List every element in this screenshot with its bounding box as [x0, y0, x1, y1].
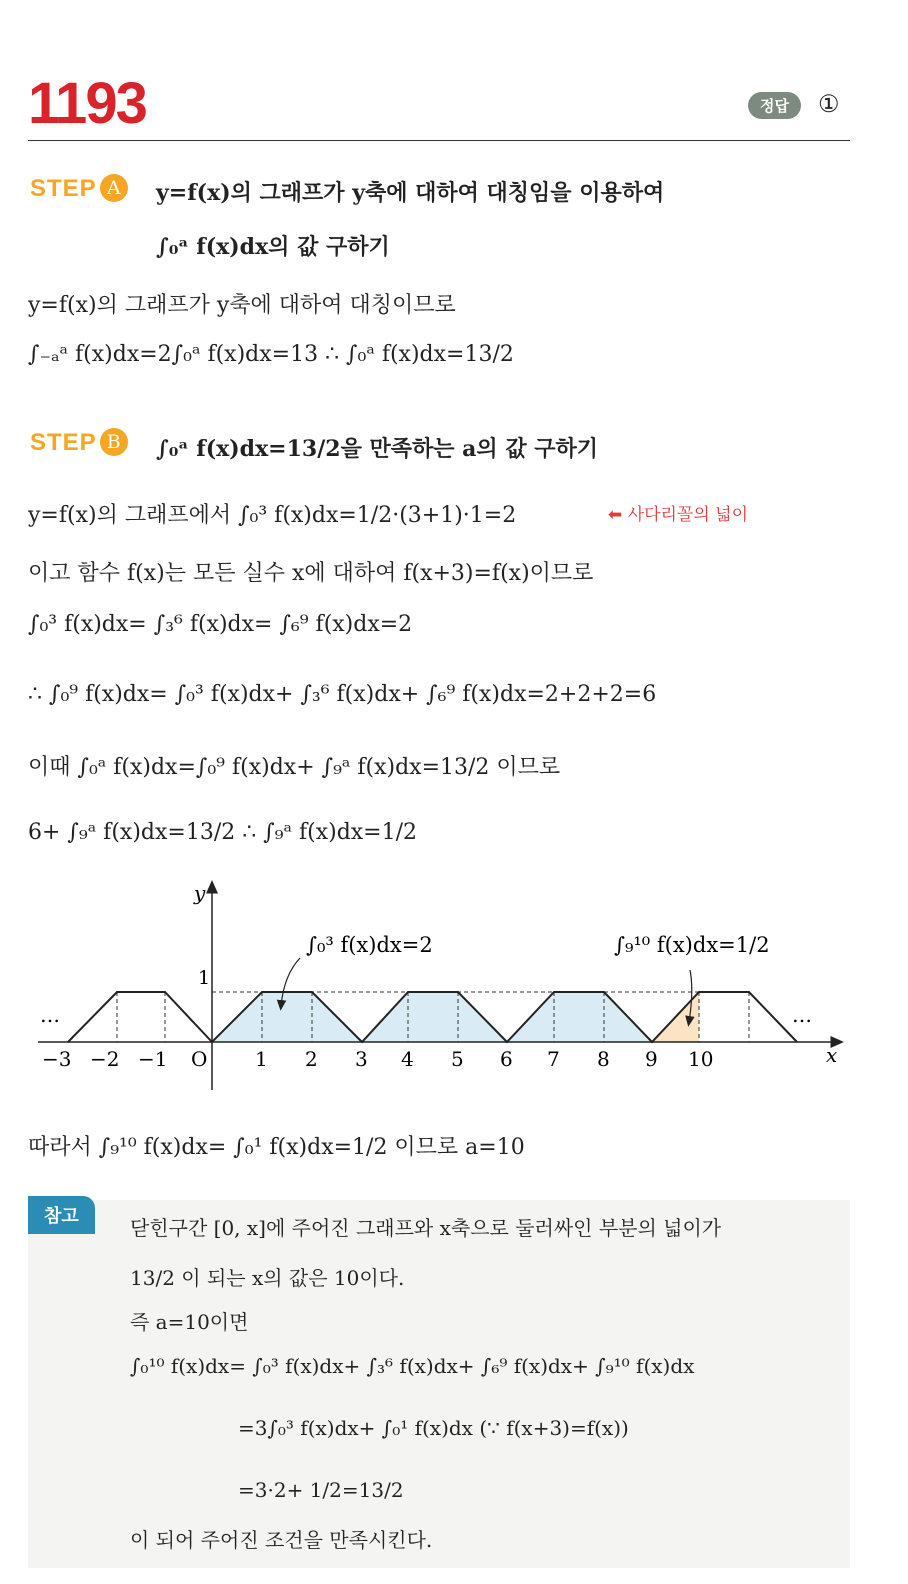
x-axis-label: x: [826, 1043, 838, 1067]
step-b-label: [30, 428, 128, 457]
step-a-body-1: y=f(x)의 그래프가 y축에 대하여 대칭이므로: [28, 293, 456, 318]
tick-label: −3: [42, 1047, 72, 1071]
step-a-body-2: ∫₋ₐᵃ f(x)dx=2∫₀ᵃ f(x)dx=13 ∴ ∫₀ᵃ f(x)dx=13/2: [28, 342, 514, 367]
reference-line-5: =3∫₀³ f(x)dx+ ∫₀¹ f(x)dx (∵ f(x+3)=f(x)): [238, 1416, 629, 1440]
header-divider: [28, 140, 850, 141]
reference-line-7: 이 되어 주어진 조건을 만족시킨다.: [130, 1528, 433, 1552]
tick-label: 9: [645, 1047, 658, 1071]
tick-label: 10: [688, 1047, 714, 1071]
tick-label: 1: [255, 1047, 268, 1071]
step-b-line-1: y=f(x)의 그래프에서 ∫₀³ f(x)dx=1/2·(3+1)·1=2: [28, 503, 517, 528]
step-b-line-3: ∫₀³ f(x)dx= ∫₃⁶ f(x)dx= ∫₆⁹ f(x)dx=2: [28, 612, 413, 637]
step-b-word: STEP: [30, 429, 97, 456]
ellipsis-left: …: [40, 1003, 60, 1027]
step-b-line-4: ∴ ∫₀⁹ f(x)dx= ∫₀³ f(x)dx+ ∫₃⁶ f(x)dx+ ∫₆⁹ f(x)dx=2+2+2=6: [28, 682, 657, 707]
origin-label: O: [191, 1047, 208, 1071]
step-a-word: STEP: [30, 175, 97, 202]
tick-label: −1: [138, 1047, 168, 1071]
trapezoid-note: ⬅ 사다리꼴의 넓이: [608, 505, 749, 525]
answer-badge: 정답: [748, 92, 801, 119]
y-axis-label: y: [194, 881, 206, 905]
step-a-label: [30, 174, 128, 203]
reference-tag: 참고: [28, 1196, 95, 1234]
reference-line-1: 닫힌구간 [0, x]에 주어진 그래프와 x축으로 둘러싸인 부분의 넓이가: [130, 1216, 722, 1240]
function-graph: [0, 870, 908, 1100]
reference-box: [28, 1200, 850, 1568]
tick-label: 7: [547, 1047, 560, 1071]
step-b-line-2: 이고 함수 f(x)는 모든 실수 x에 대하여 f(x+3)=f(x)이므로: [28, 561, 594, 586]
one-label: 1: [198, 967, 211, 989]
step-b-line-6: 6+ ∫₉ᵃ f(x)dx=13/2 ∴ ∫₉ᵃ f(x)dx=1/2: [28, 820, 418, 845]
reference-line-2: 13/2 이 되는 x의 값은 10이다.: [130, 1266, 405, 1290]
reference-line-3: 즉 a=10이면: [130, 1310, 249, 1334]
answer-value: ①: [818, 90, 840, 118]
reference-line-4: ∫₀¹⁰ f(x)dx= ∫₀³ f(x)dx+ ∫₃⁶ f(x)dx+ ∫₆⁹ f(x)dx+ ∫₉¹⁰ f(x)dx: [130, 1354, 695, 1378]
step-a-title-2: ∫₀ᵃ f(x)dx의 값 구하기: [156, 234, 390, 260]
tick-label: 6: [500, 1047, 513, 1071]
step-b-line-5: 이때 ∫₀ᵃ f(x)dx=∫₀⁹ f(x)dx+ ∫₉ᵃ f(x)dx=13/2 이므로: [28, 755, 561, 780]
conclusion-line: 따라서 ∫₉¹⁰ f(x)dx= ∫₀¹ f(x)dx=1/2 이므로 a=10: [28, 1135, 525, 1160]
tick-label: 4: [401, 1047, 414, 1071]
tick-label: 2: [305, 1047, 318, 1071]
tick-label: 8: [597, 1047, 610, 1071]
tick-label: −2: [90, 1047, 120, 1071]
step-b-circle: B: [100, 428, 128, 456]
blue-region-6-9: [507, 992, 652, 1042]
x-tick-labels: [42, 1047, 713, 1071]
ellipsis-right: …: [792, 1003, 812, 1027]
step-a-circle: A: [100, 174, 128, 202]
step-b-title: ∫₀ᵃ f(x)dx=13/2을 만족하는 a의 값 구하기: [156, 436, 598, 462]
step-a-title-1: y=f(x)의 그래프가 y축에 대하여 대칭임을 이용하여: [156, 180, 665, 206]
tick-label: 3: [355, 1047, 368, 1071]
annotation-right: ∫₉¹⁰ f(x)dx=1/2: [614, 933, 770, 957]
reference-line-6: =3·2+ 1/2=13/2: [238, 1478, 404, 1502]
blue-region-0-3: [212, 992, 362, 1042]
problem-number: 1193: [28, 71, 146, 136]
tick-label: 5: [451, 1047, 464, 1071]
annotation-left: ∫₀³ f(x)dx=2: [306, 933, 433, 957]
